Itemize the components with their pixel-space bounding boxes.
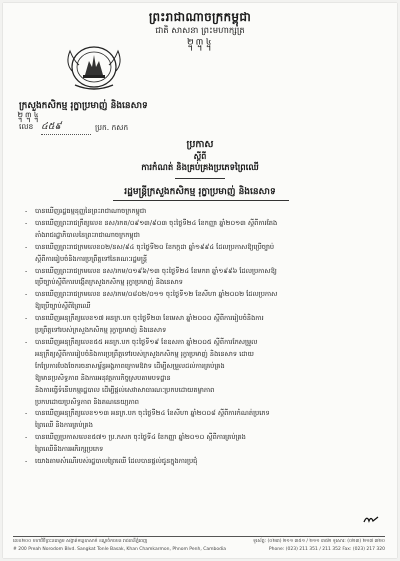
footer-contact-row [13,547,385,552]
document-subject: ការកំណត់ និងគ្រប់គ្រងប្រភេទព្រៃឈើ [141,163,259,173]
ministry-ornament: ᧢᧣᧤ [17,113,41,122]
reference-suffix: ប្រក. កសក [95,123,129,132]
document-type: ប្រកាស [186,139,214,150]
list-item: - បានឃើញព្រះរាជក្រមលេខ នស/រកម/០៨០២/០១១ ចុះថ្ងៃទី១២ ខែសីហា ឆ្នាំ២០០២ ដែលប្រកាស [25,289,370,301]
list-item: - បានឃើញអនុក្រឹត្យលេខ១៧ អនក្រ.បក ចុះថ្ងៃទី២៣ ខែមេសា ឆ្នាំ២០០០ ស្តីពីការរៀបចំនិងការ [25,313,370,325]
list-item: - បានឃើញអនុក្រឹត្យលេខ៥៥ អនក្រ.បក ចុះថ្ងៃទី១៩ ខែឧសភា ឆ្នាំ២០០៥ ស្តីពីការកែសម្រួល [25,337,370,349]
header-ornament: ᧢᧣᧤ [186,41,214,51]
list-item: តាំងរាជរដ្ឋាភិបាលនៃព្រះរាជាណាចក្រកម្ពុជា [35,230,140,239]
list-item: កែប្រែការបែងចែករចនាសម្ព័ន្ធអង្គភាពក្រោមឱវាទ ដើម្បីសម្រួលដល់ការគ្រប់គ្រង [35,361,225,370]
list-item: - យោងតាមសំណើរបស់រដ្ឋបាលព្រៃឈើ ដែលបានផ្តល់ជូនក្នុងការប្រជុំ [25,456,370,468]
list-item: - បានឃើញអនុក្រឹត្យលេខ១១៣ អនក្រ.បក ចុះថ្ងៃទី២៤ ខែសីហា ឆ្នាំ២០០៨ ស្តីពីការកំណត់ប្រភេទ [25,408,370,420]
list-item: ប្រព្រឹត្តទៅរបស់ក្រសួងកសិកម្ម រុក្ខាប្រមាញ់ និងនេសាទ [35,326,167,335]
national-motto: ជាតិ សាសនា ព្រះមហាក្សត្រ [155,26,245,36]
list-item: - បានឃើញព្រះរាជក្រមលេខ០២/នស/៩៤ ចុះថ្ងៃទី២០ ខែកក្កដា ឆ្នាំ១៩៩៤ ដែលប្រកាសឱ្យប្រើច្បាប់ [25,242,370,254]
footer-contact-kh: ទូរស័ព្ទ: (០២៣) ២១១ ៣៥១ / ២១១ ៣៥២ ទូរសារ: (០២៣) ២១៧ ៣២០ [253,539,385,544]
list-item: ព្រៃឈើ និងការគ្រប់គ្រង [35,421,93,430]
list-item: ឱ្យមានប្រសិទ្ធភាព និងការអនុវត្តភារកិច្ចស្របតាមបទដ្ឋាន [35,373,171,382]
ministry-name: ក្រសួងកសិកម្ម រុក្ខាប្រមាញ់ និងនេសាទ [19,101,148,111]
list-item: ព្រៃឈើនិងការអភិរក្សប្រភេទ [35,445,104,454]
list-item: ប្រើច្បាប់ស្តីពីការបង្កើតក្រសួងកសិកម្ម រុក្ខាប្រមាញ់ និងនេសាទ [35,278,183,287]
footer-address-en: # 200 Preah Norodom Blvd. Sangkat Tonle Basak, Khan Chamkarmon, Phnom Penh, Cambodia [13,547,226,552]
preamble-list [25,206,370,468]
footer-contact-en: Phone: (023) 211 351 / 211 352 Fax: (023) 217 320 [268,547,385,552]
subject-divider [175,178,225,179]
list-item: - បានឃើញប្រកាសលេខ៥៧១ ប្រ.កសក ចុះថ្ងៃទី៤ ខែកញ្ញា ឆ្នាំ២០១០ ស្តីពីការគ្រប់គ្រង [25,432,370,444]
issuer-heading: រដ្ឋមន្ត្រីក្រសួងកសិកម្ម រុក្ខាប្រមាញ់ និងនេសាទ [124,187,276,197]
list-item: ប្រកបដោយប្រសិទ្ធភាព និងគណនេយ្យភាព [35,397,139,406]
list-item: ស្តីពីការរៀបចំនិងការប្រព្រឹត្តទៅនៃគណៈរដ្ឋមន្ត្រី [35,254,148,263]
footer-address-row [13,539,385,545]
list-item: អនុក្រឹត្យស្តីពីការរៀបចំនិងការប្រព្រឹត្តទៅរបស់ក្រសួងកសិកម្ម រុក្ខាប្រមាញ់ និងនេសាទ ដោយ [35,349,254,358]
list-item: និងការធ្វើទំនើបកម្មរដ្ឋបាល ដើម្បីផ្តល់សេវាសាធារណៈប្រកបដោយតម្លាភាព [35,385,215,394]
list-item: - បានឃើញរដ្ឋធម្មនុញ្ញនៃព្រះរាជាណាចក្រកម្ពុជា [25,206,370,218]
list-item: - បានឃើញព្រះរាជក្រឹត្យលេខ នស/រកត/០៩១៣/៩០៣ ចុះថ្ងៃទី២៤ ខែកញ្ញា ឆ្នាំ២០១៣ ស្តីពីការតែង [25,218,370,230]
reference-number: ៤៥៩ [41,120,91,135]
initials-mark-icon [363,513,379,525]
reference-label: លេខ [19,122,34,131]
ministry-emblem-icon [61,41,127,93]
kingdom-heading: ព្រះរាជាណាចក្រកម្ពុជា [148,10,252,24]
list-item: - បានឃើញព្រះរាជក្រមលេខ នស/រកម/០១៩៦/១៣ ចុះថ្ងៃទី២៤ ខែមករា ឆ្នាំ១៩៩៦ ដែលប្រកាសឱ្យ [25,266,370,278]
document-about: ស្តីពី [193,151,207,161]
footer-divider [13,536,385,537]
issuer-underline [113,200,289,201]
list-item: ឱ្យប្រើច្បាប់ស្តីពីព្រៃឈើ [35,302,91,311]
document-page [3,3,397,558]
footer-address-kh: លេខ២០០ មហាវិថីព្រះនរោត្តម សង្កាត់ទន្លេបាសាក់ ខណ្ឌចំការមន រាជធានីភ្នំពេញ [13,539,148,544]
